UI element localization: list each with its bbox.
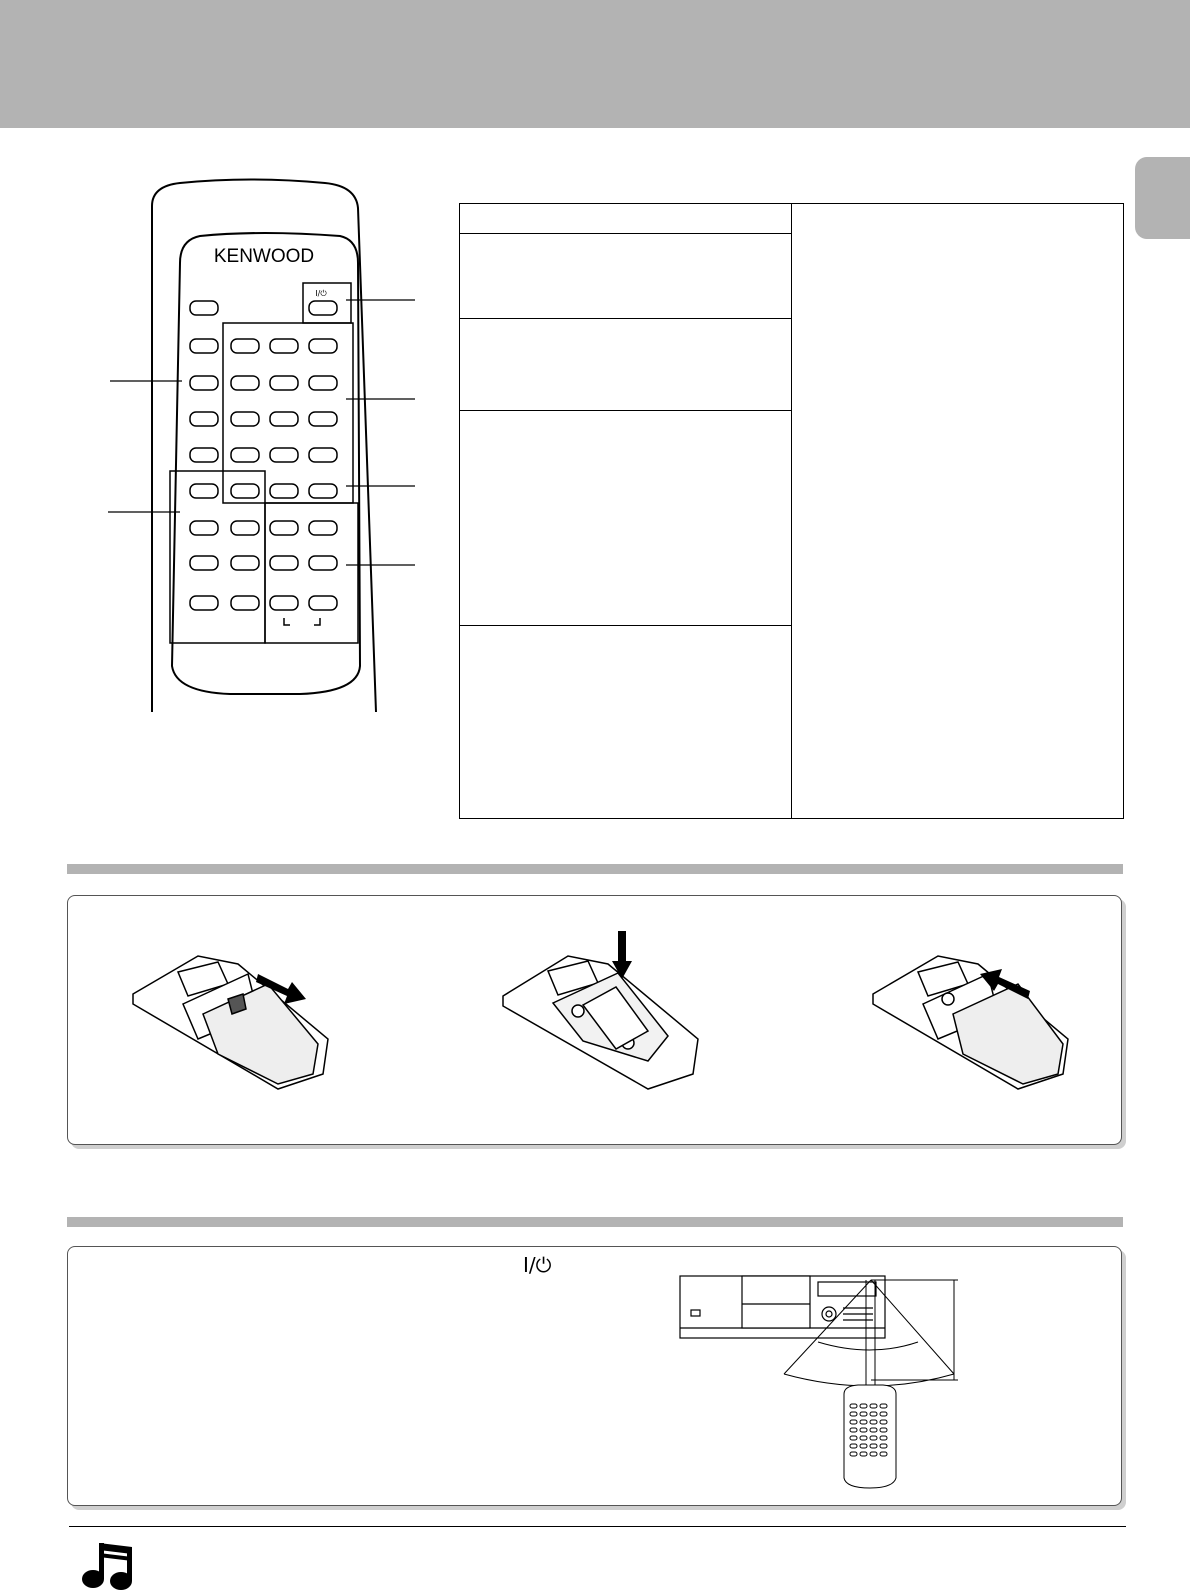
function-table-right-column <box>792 204 1123 818</box>
battery-loading-panel <box>67 895 1122 1145</box>
battery-insert-icon <box>498 931 708 1096</box>
section-tab <box>1135 157 1190 239</box>
header-band <box>0 0 1190 128</box>
function-table-left-column <box>460 204 792 818</box>
remote-power-label: I/⏻ <box>315 289 327 298</box>
function-table <box>459 203 1124 819</box>
table-row <box>460 411 791 626</box>
section-rule-operation <box>67 1217 1123 1227</box>
remote-control-illustration <box>100 178 430 718</box>
section-rule-batteries <box>67 864 1123 874</box>
table-row <box>460 234 791 319</box>
battery-cover-open-icon <box>128 944 338 1094</box>
remote-range-diagram <box>678 1268 978 1490</box>
table-row <box>460 204 791 234</box>
music-note-icon <box>80 1538 138 1591</box>
remote-brand: KENWOOD <box>213 246 315 267</box>
table-row <box>460 319 791 411</box>
battery-cover-close-icon <box>868 944 1078 1094</box>
footer-rule <box>69 1526 1126 1527</box>
power-standby-icon: I/⏻ <box>523 1253 552 1277</box>
